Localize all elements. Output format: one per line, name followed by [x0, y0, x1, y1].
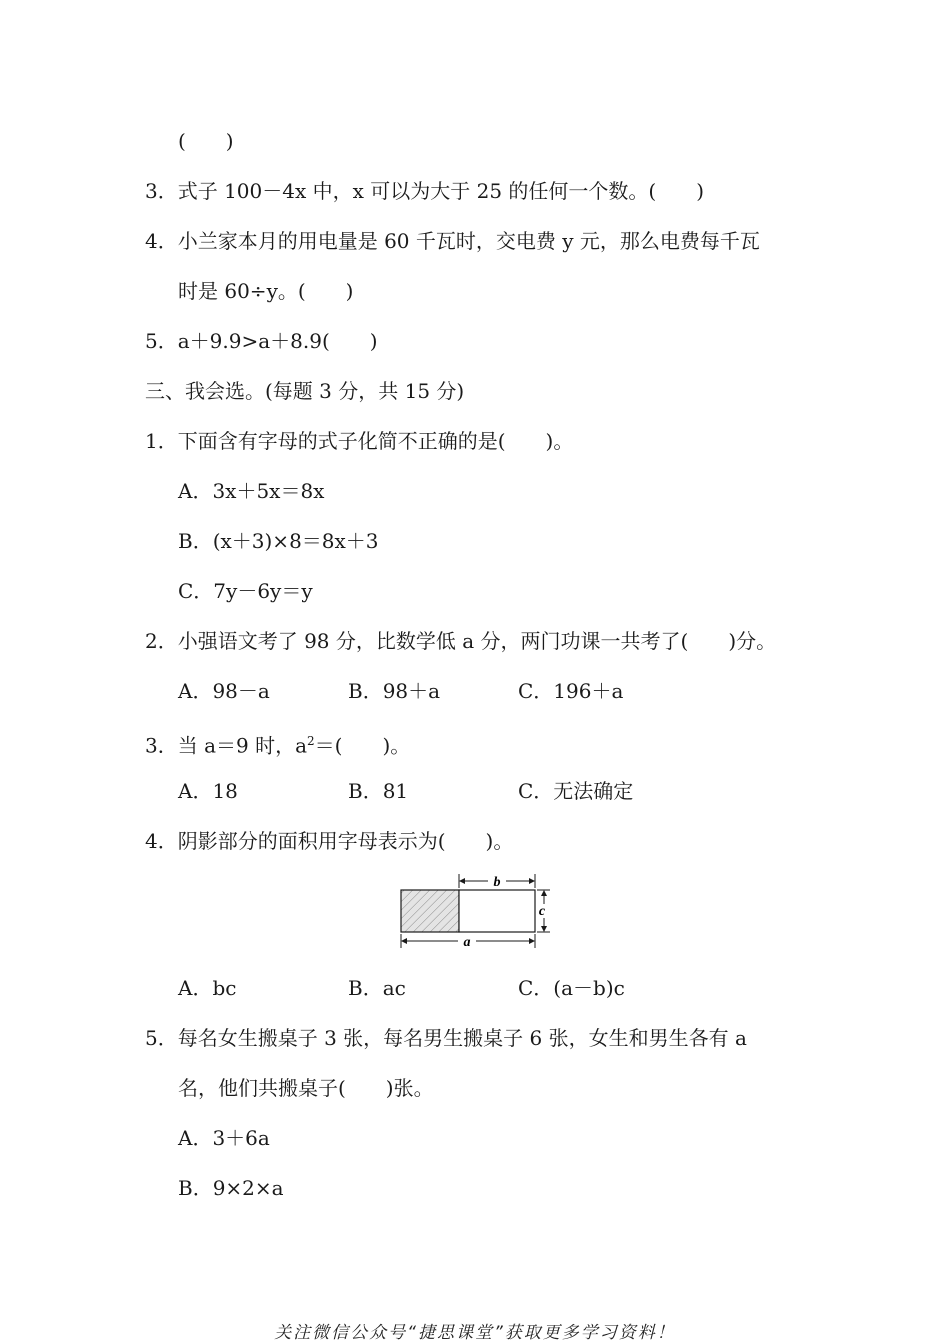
mc5-option-a: A．3＋6a — [178, 1126, 270, 1150]
mc4-option-b: B．ac — [348, 976, 406, 1000]
mc4-option-a: A．bc — [178, 976, 237, 1000]
tf-question-5: 5．a＋9.9>a＋8.9( ) — [145, 329, 378, 353]
mc1-option-c: C．7y－6y＝y — [178, 579, 313, 603]
mc-question-2-stem: 2．小强语文考了 98 分，比数学低 a 分，两门功课一共考了( )分。 — [145, 629, 777, 653]
label-a: a — [463, 935, 471, 950]
mc3-option-a: A．18 — [178, 779, 238, 803]
mc3-option-c: C．无法确定 — [518, 779, 634, 803]
mc1-option-b: B．(x＋3)×8＝8x＋3 — [178, 529, 379, 553]
mc3-stem-prefix: 3．当 a＝9 时，a — [145, 733, 308, 758]
mc4-option-c: C．(a－b)c — [518, 976, 625, 1000]
label-b: b — [493, 875, 501, 890]
tf-question-4-line1: 4．小兰家本月的用电量是 60 千瓦时，交电费 y 元，那么电费每千瓦 — [145, 229, 760, 253]
mc-question-4-stem: 4．阴影部分的面积用字母表示为( )。 — [145, 829, 514, 853]
mc5-option-b: B．9×2×a — [178, 1176, 284, 1200]
label-c: c — [538, 904, 546, 919]
tf-question-3: 3．式子 100－4x 中，x 可以为大于 25 的任何一个数。( ) — [145, 179, 705, 203]
mc-question-5-line1: 5．每名女生搬桌子 3 张，每名男生搬桌子 6 张，女生和男生各有 a — [145, 1026, 747, 1050]
mc3-superscript: 2 — [307, 734, 315, 748]
tf-question-4-line2: 时是 60÷y。( ) — [178, 279, 354, 303]
mc3-option-b: B．81 — [348, 779, 409, 803]
mc3-stem-suffix: ＝( )。 — [314, 733, 411, 758]
mc-question-5-line2: 名，他们共搬桌子( )张。 — [178, 1076, 434, 1100]
section-heading: 三、我会选。(每题 3 分，共 15 分) — [145, 379, 465, 403]
mc1-option-a: A．3x＋5x＝8x — [178, 479, 325, 503]
shaded-rectangle-figure — [392, 868, 562, 954]
mc2-option-c: C．196＋a — [518, 679, 624, 703]
mc2-option-b: B．98＋a — [348, 679, 441, 703]
mc2-option-a: A．98－a — [178, 679, 270, 703]
shaded-region — [401, 890, 459, 932]
mc-question-3-stem — [145, 728, 410, 759]
q2-answer-blank: ( ) — [178, 129, 234, 153]
unshaded-region — [459, 890, 535, 932]
mc-question-1-stem: 1．下面含有字母的式子化简不正确的是( )。 — [145, 429, 574, 453]
footer-promo: 关注微信公众号“捷思课堂”获取更多学习资料！ — [274, 1323, 676, 1343]
